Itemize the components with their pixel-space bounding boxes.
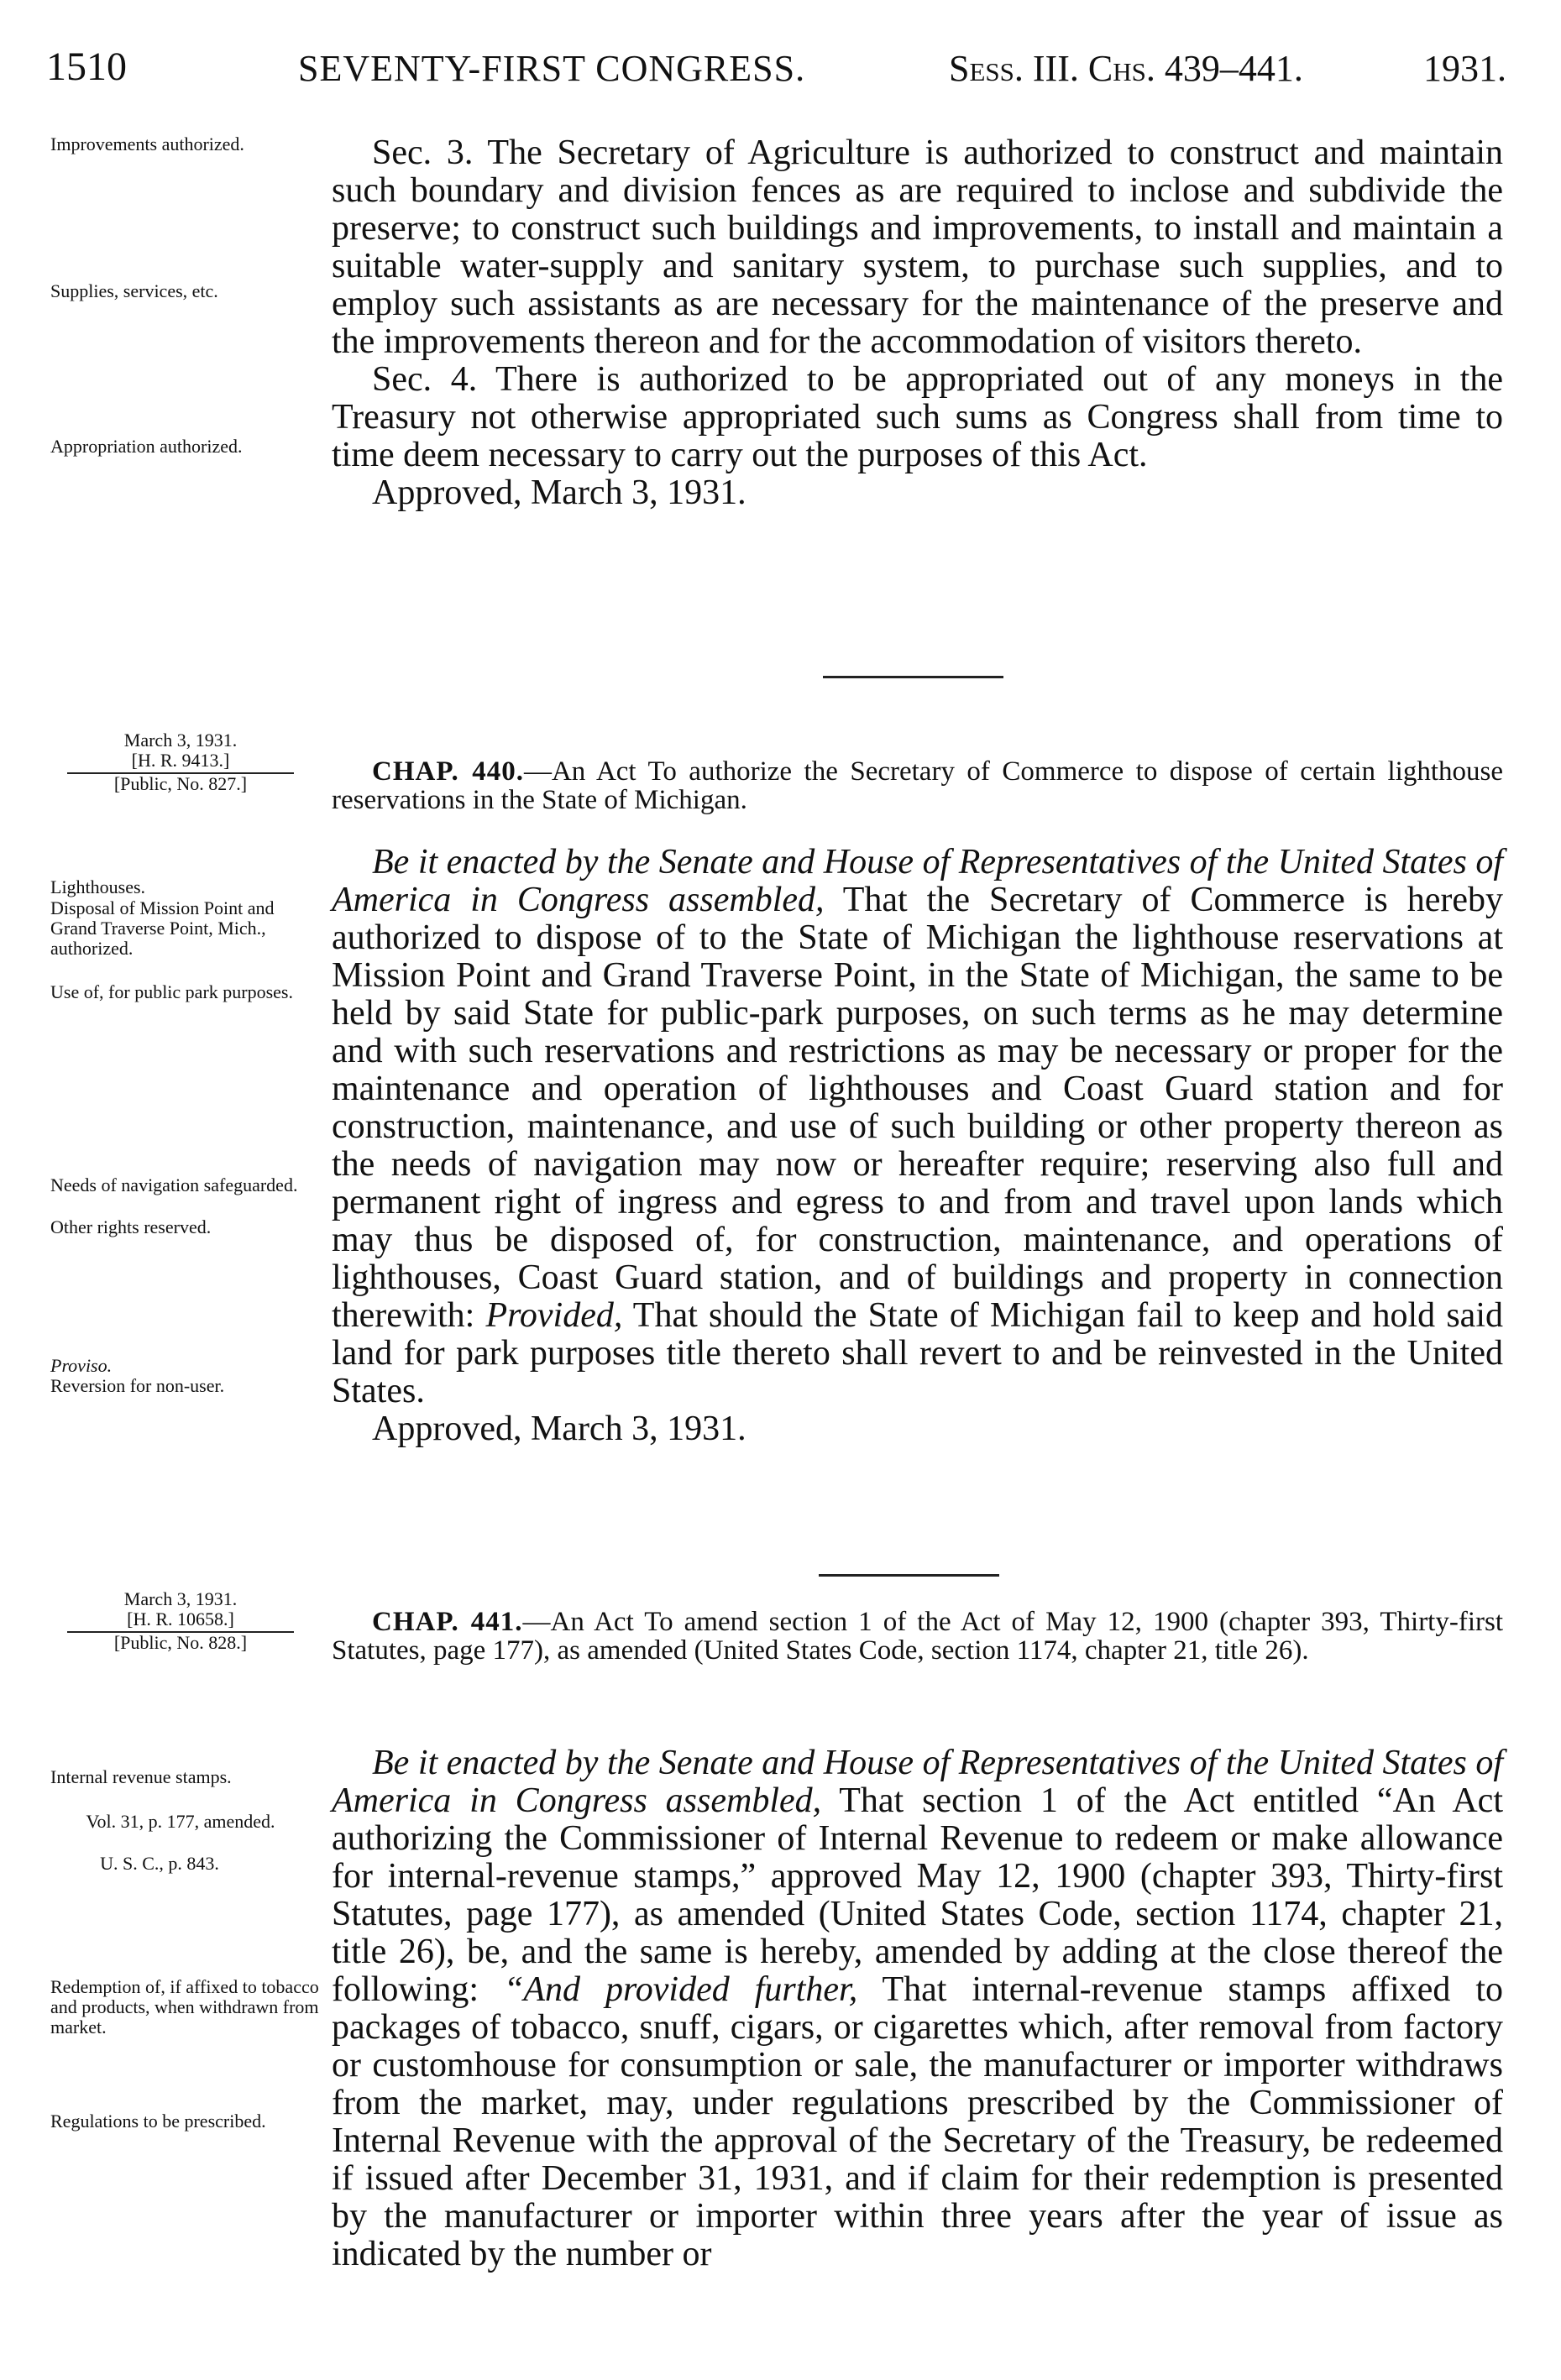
margin-note-proviso-group <box>50 1356 327 1396</box>
chap440-label: CHAP. 440. <box>372 756 524 787</box>
chap440-title: —An Act To authorize the Secretary of Commerce to dispose of certain lighthouse reservations in the State of Michigan. <box>332 756 1503 815</box>
margin-note-improvements: Improvements authorized. <box>50 133 244 154</box>
margin-note-appropriation: Appropriation authorized. <box>50 436 243 457</box>
page-number: 1510 <box>46 44 127 89</box>
header-year: 1931. <box>1423 48 1506 89</box>
chap441-text <box>332 1744 1503 2273</box>
approved-line-439: Approved, March 3, 1931. <box>372 473 746 512</box>
margin-note-navigation: Needs of navigation safeguarded. <box>50 1174 298 1195</box>
chap441-and-provided: “And provided further, <box>503 1970 858 2009</box>
chap440-provided: Provided, <box>485 1296 623 1335</box>
margin-note-supplies: Supplies, services, etc. <box>50 280 218 301</box>
margin-note-redemption: Redemption of, if affixed to tobacco and products, when withdrawn from market. <box>50 1976 319 2037</box>
margin-note-stamps: Internal revenue stamps. <box>50 1766 232 1787</box>
margin-note-rights: Other rights reserved. <box>50 1216 212 1237</box>
chap440-citation <box>50 730 311 794</box>
approved-line-440: Approved, March 3, 1931. <box>372 1410 746 1448</box>
section-3: Sec. 3. The Secretary of Agriculture is authorized to construct and maintain such boundary and division fences as are required to inclose and subdivide the preserve; to construct such buildings and improvements, to install and maintain a suitable water-supply and sanitary system, to purchase such supplies, and to employ such assistants as are necessary for the maintenance of the preserve and the improvements thereon and for the accommodation of visitors thereto. <box>332 133 1503 361</box>
chap441-heading <box>332 1608 1503 1665</box>
chap441-label: CHAP. 441. <box>372 1607 523 1637</box>
chap440-enacting-clause: Be it enacted by the Senate and House of Representatives of the United States of America in Congress assembled, <box>332 843 1503 919</box>
margin-note-proviso: Proviso. <box>50 1355 113 1376</box>
margin-note-usc: U. S. C., p. 843. <box>100 1853 219 1874</box>
chap440-bill: [H. R. 9413.] <box>131 750 230 771</box>
chap441-title: —An Act To amend section 1 of the Act of May 12, 1900 (chapter 393, Thirty-first Statutes, page 177), as amended (United States Code, section 1174, chapter 21, title 26). <box>332 1607 1503 1666</box>
running-header <box>46 44 1524 94</box>
chapter-divider-2 <box>819 1574 999 1577</box>
chap440-date: March 3, 1931. <box>123 730 238 751</box>
chap441-citation <box>50 1589 311 1653</box>
chap440-text <box>332 844 1503 1448</box>
chap440-heading <box>332 757 1503 814</box>
margin-note-vol: Vol. 31, p. 177, amended. <box>86 1811 275 1832</box>
section-3-4-text <box>332 134 1503 512</box>
congress-title: SEVENTY-FIRST CONGRESS. <box>298 48 806 89</box>
margin-note-reversion: Reversion for non-user. <box>50 1375 225 1396</box>
chap440-body-2: That should the State of Michigan fail to keep and hold said land for park purposes title thereto shall revert to and be reinvested in the United States. <box>332 1296 1503 1410</box>
margin-note-regulations: Regulations to be prescribed. <box>50 2111 266 2132</box>
chap441-public: [Public, No. 828.] <box>113 1632 248 1653</box>
chapter-divider <box>823 676 1003 678</box>
chap441-bill: [H. R. 10658.] <box>127 1608 234 1629</box>
chap441-enacting-clause: Be it enacted by the Senate and House of Representatives of the United States of America in Congress assembled, <box>332 1744 1503 1820</box>
section-4: Sec. 4. There is authorized to be appropriated out of any moneys in the Treasury not otherwise appropriated such sums as Congress shall from time to time deem necessary to carry out the purposes of this Act. <box>332 360 1503 474</box>
chap441-date: March 3, 1931. <box>123 1588 238 1609</box>
chap441-body-1: That section 1 of the Act entitled “An Act authorizing the Commissioner of Internal Revenue to redeem or make allowance for internal-revenue stamps,” approved May 12, 1900 (chapter 393, Thirty-first Statutes, page 177), as amended (United States Code, section 1174, chapter 21, title 26), be, and the same is hereby, amended by adding at the close thereof the following: <box>332 1781 1503 2009</box>
margin-note-lighthouses: Lighthouses. <box>50 876 146 897</box>
session-chapters: Sess. III. Chs. 439–441. <box>949 48 1303 89</box>
margin-note-park-use: Use of, for public park purposes. <box>50 981 293 1002</box>
chap440-public: [Public, No. 827.] <box>113 773 248 794</box>
margin-note-disposal: Disposal of Mission Point and Grand Traverse Point, Mich., authorized. <box>50 897 275 959</box>
chap441-body-2: That internal-revenue stamps affixed to packages of tobacco, snuff, cigars, or cigarettes which, after removal from factory or customhouse for consumption or sale, the manufacturer or importer withdraws from the market, may, under regulations prescribed by the Commissioner of Internal Revenue with the approval of the Secretary of the Treasury, be redeemed if issued after December 31, 1931, and if claim for their redemption is presented by the manufacturer or importer within three years after the year of issue as indicated by the number or <box>332 1970 1504 2273</box>
chap440-body-1: That the Secretary of Commerce is hereby authorized to dispose of to the State of Michigan the lighthouse reservations at Mission Point and Grand Traverse Point, in the State of Michigan, the same to be held by said State for public-park purposes, on such terms as he may determine and with such reservations and restrictions as may be necessary or proper for the maintenance and operation of lighthouses and Coast Guard station and for construction, maintenance, and use of such building or other property thereon as the needs of navigation may now or hereafter require; reserving also full and permanent right of ingress and egress to and from and travel upon lands which may thus be disposed of, for construction, maintenance, and operations of lighthouses, Coast Guard station, and of buildings and property in connection therewith: <box>332 881 1503 1335</box>
